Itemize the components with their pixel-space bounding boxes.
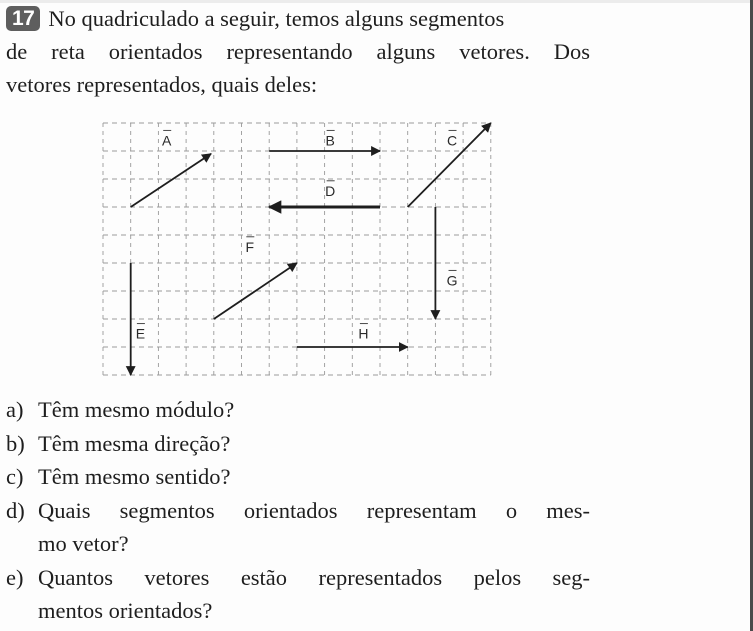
question-letter: b) xyxy=(6,430,25,456)
statement-line-3: vetores representados, quais deles: xyxy=(6,72,318,97)
question-item xyxy=(6,393,590,427)
question-line: Quantos vetores estão representados pelos seg- xyxy=(38,564,590,590)
question-text xyxy=(38,561,590,628)
question-line: Quais segmentos orientados representam o mes- xyxy=(38,497,590,523)
vector-f xyxy=(214,237,297,319)
vector-arrow xyxy=(131,154,211,207)
question-line: mentos orientados? xyxy=(38,598,213,623)
vector-b xyxy=(269,130,380,151)
vector-label: E xyxy=(135,325,146,342)
vector-label: B xyxy=(325,132,335,149)
question-letter: a) xyxy=(6,397,24,422)
question-text xyxy=(38,427,590,461)
grid-lines xyxy=(103,123,491,375)
statement-line-2: de reta orientados representando alguns vetores. Dos xyxy=(6,39,590,64)
question-line: Têm mesma direção? xyxy=(38,430,231,456)
vectors xyxy=(131,123,491,375)
vector-label: A xyxy=(162,132,172,149)
question-item xyxy=(6,460,590,494)
vector-label: D xyxy=(325,182,336,199)
question-letter: c) xyxy=(6,464,24,489)
question-letter: d) xyxy=(6,497,25,523)
vector-label: F xyxy=(245,238,255,255)
question-item xyxy=(6,427,590,461)
vector-label: C xyxy=(446,132,458,149)
question-text xyxy=(38,393,590,427)
exercise-number-badge: 17 xyxy=(6,6,40,31)
vector-label: H xyxy=(358,325,369,342)
question-item xyxy=(6,494,590,561)
question-list xyxy=(6,393,590,628)
vector-c xyxy=(408,123,491,207)
question-line: mo vetor? xyxy=(38,531,129,556)
question-text xyxy=(38,494,590,561)
question-letter: e) xyxy=(6,564,24,590)
vector-h xyxy=(297,324,408,347)
question-item xyxy=(6,561,590,628)
question-line: Têm mesmo módulo? xyxy=(38,397,235,422)
vector-label: G xyxy=(446,272,458,289)
question-text xyxy=(38,460,590,494)
statement-text-1: No quadriculado a seguir, temos alguns segmentos xyxy=(48,6,505,31)
question-line: Têm mesmo sentido? xyxy=(38,464,231,489)
vector-a xyxy=(131,130,211,207)
